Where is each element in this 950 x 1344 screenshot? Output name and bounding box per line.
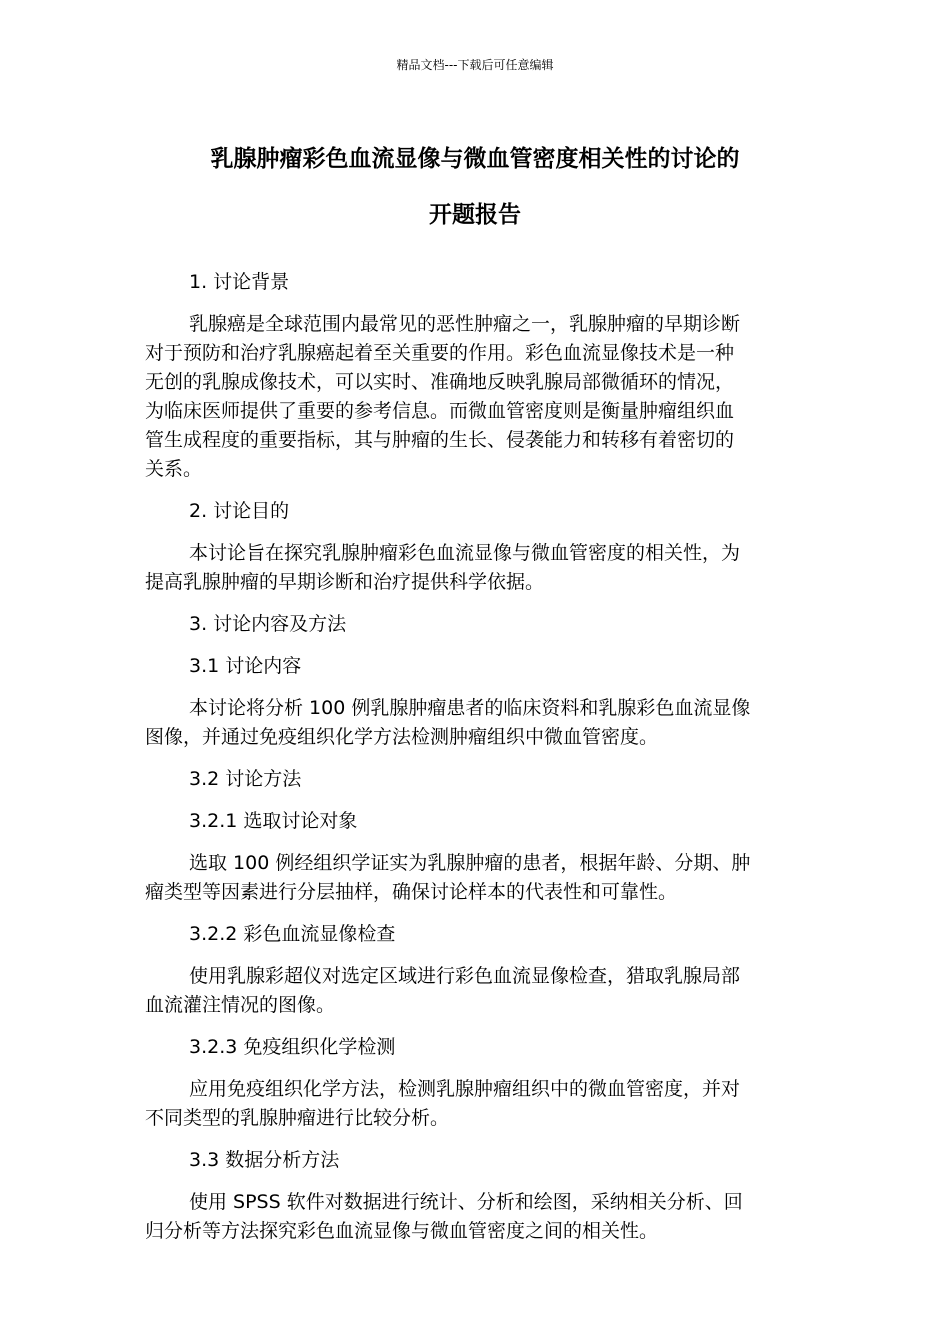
paragraph-line: 使用 SPSS 软件对数据进行统计、分析和绘图，采纳相关分析、回 [189, 1191, 743, 1213]
document-body [145, 268, 805, 1259]
paragraph-line: 本讨论将分析 100 例乳腺肿瘤患者的临床资料和乳腺彩色血流显像 [189, 697, 751, 719]
subsection-heading: 3.2.2 彩色血流显像检查 [189, 923, 396, 945]
paragraph-line: 瘤类型等因素进行分层抽样，确保讨论样本的代表性和可靠性。 [145, 881, 678, 903]
paragraph-line: 为临床医师提供了重要的参考信息。而微血管密度则是衡量肿瘤组织血 [145, 400, 735, 422]
paragraph-content [145, 694, 805, 752]
paragraph-line: 关系。 [145, 458, 203, 480]
paragraph-background [145, 310, 805, 484]
paragraph-line: 血流灌注情况的图像。 [145, 994, 336, 1016]
paragraph-purpose [145, 539, 805, 597]
document-title-line-1: 乳腺肿瘤彩色血流显像与微血管密度相关性的讨论的 [210, 146, 740, 172]
subsection-heading: 3.1 讨论内容 [189, 655, 302, 677]
paragraph-line: 无创的乳腺成像技术，可以实时、准确地反映乳腺局部微循环的情况， [145, 371, 735, 393]
section-heading: 1. 讨论背景 [189, 271, 290, 293]
paragraph-subjects [145, 849, 805, 907]
paragraph-line: 应用免疫组织化学方法，检测乳腺肿瘤组织中的微血管密度，并对 [189, 1078, 741, 1100]
paragraph-line: 对于预防和治疗乳腺癌起着至关重要的作用。彩色血流显像技术是一种 [145, 342, 735, 364]
subsection-heading: 3.3 数据分析方法 [189, 1149, 340, 1171]
paragraph-line: 选取 100 例经组织学证实为乳腺肿瘤的患者，根据年龄、分期、肿 [189, 852, 751, 874]
paragraph-line: 管生成程度的重要指标，其与肿瘤的生长、侵袭能力和转移有着密切的 [145, 429, 735, 451]
paragraph-line: 本讨论旨在探究乳腺肿瘤彩色血流显像与微血管密度的相关性，为 [189, 542, 741, 564]
subsection-heading: 3.2 讨论方法 [189, 768, 302, 790]
document-title [120, 131, 830, 243]
paragraph-analysis [145, 1188, 805, 1246]
paragraph-line: 提高乳腺肿瘤的早期诊断和治疗提供科学依据。 [145, 571, 545, 593]
paragraph-line: 归分析等方法探究彩色血流显像与微血管密度之间的相关性。 [145, 1220, 659, 1242]
page-header: 精品文档---下载后可任意编辑 [396, 58, 554, 72]
subsection-heading: 3.2.3 免疫组织化学检测 [189, 1036, 396, 1058]
paragraph-line: 乳腺癌是全球范围内最常见的恶性肿瘤之一，乳腺肿瘤的早期诊断 [189, 313, 741, 335]
paragraph-line: 不同类型的乳腺肿瘤进行比较分析。 [145, 1107, 450, 1129]
subsection-heading: 3.2.1 选取讨论对象 [189, 810, 358, 832]
paragraph-doppler [145, 962, 805, 1020]
paragraph-immunohistochemistry [145, 1075, 805, 1133]
section-heading: 2. 讨论目的 [189, 500, 290, 522]
document-title-line-2: 开题报告 [429, 202, 521, 228]
paragraph-line: 图像，并通过免疫组织化学方法检测肿瘤组织中微血管密度。 [145, 726, 659, 748]
section-heading: 3. 讨论内容及方法 [189, 613, 347, 635]
paragraph-line: 使用乳腺彩超仪对选定区域进行彩色血流显像检查，猎取乳腺局部 [189, 965, 741, 987]
